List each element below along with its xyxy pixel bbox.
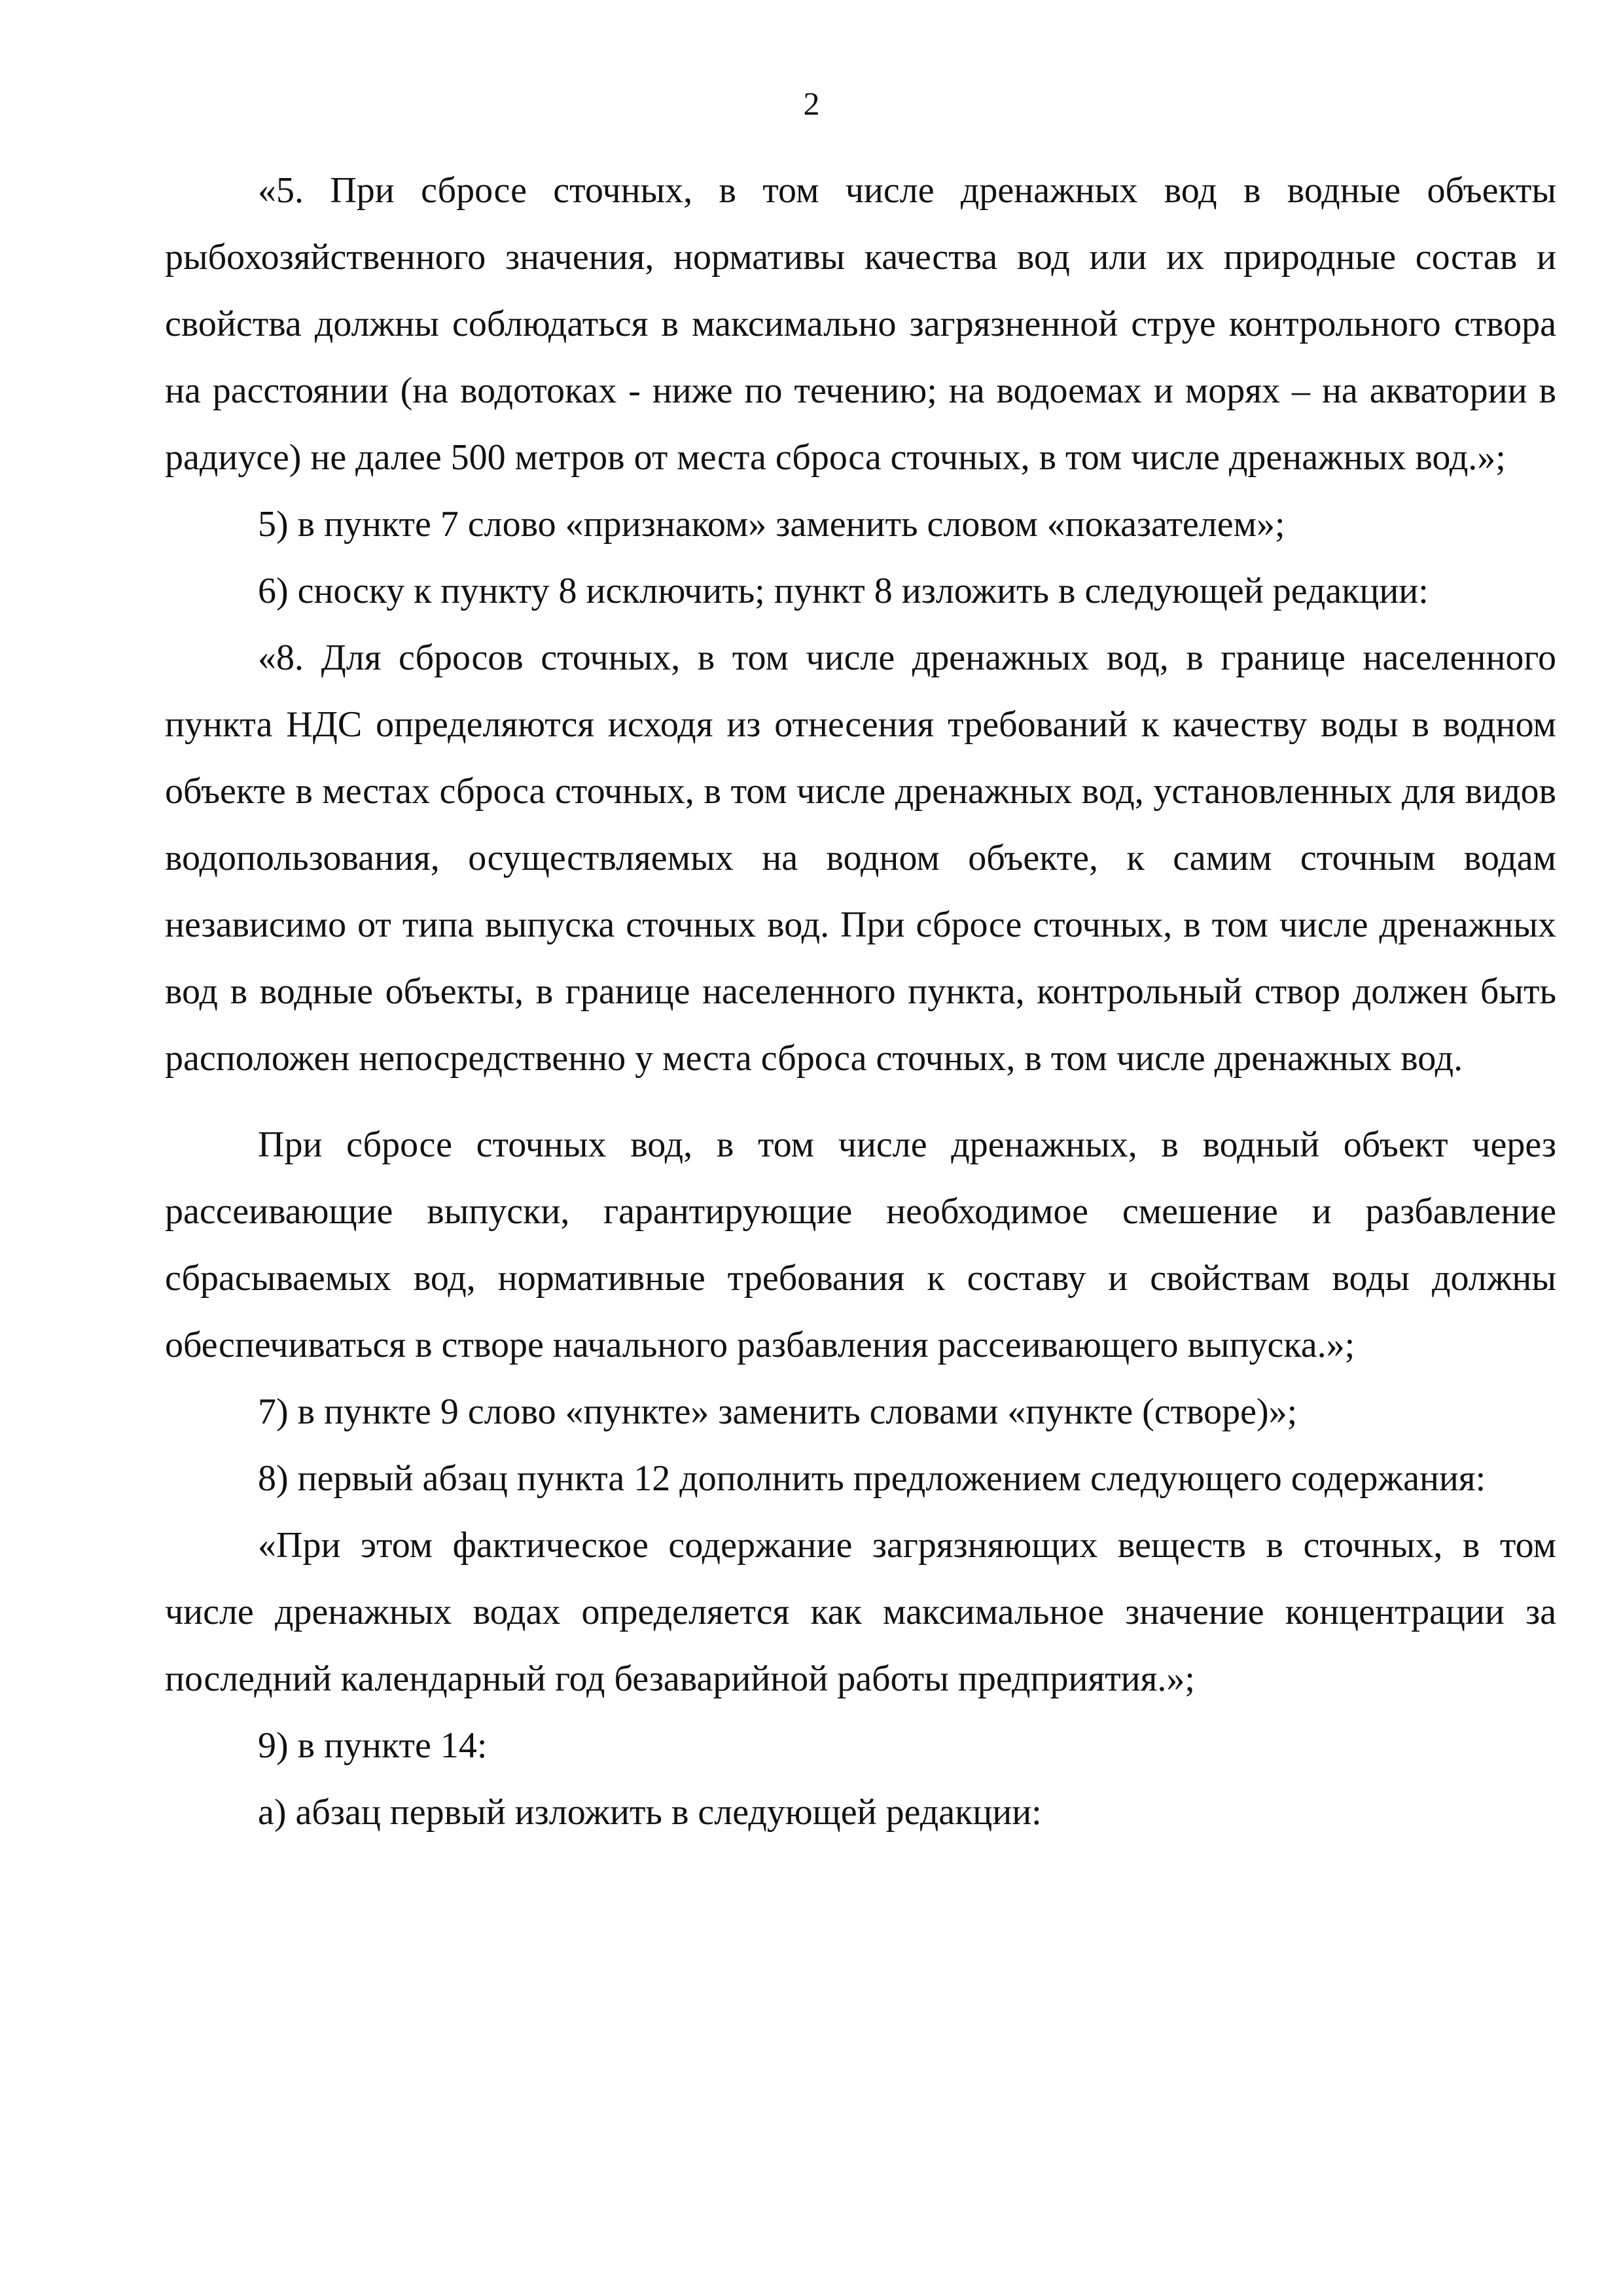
- paragraph-subitem-8: 8) первый абзац пункта 12 дополнить предложением следующего содержания:: [258, 1458, 1486, 1499]
- paragraph-dispersing-outlets: При сбросе сточных вод, в том числе дренажных, в водный объект через рассеивающие выпуски, гарантирующие необходимое смешение и разбавление сбрасываемых вод, нормативные требования к составу и свойствам воды должны обеспечиваться в створе начального разбавления рассеивающего выпуска.»;: [165, 1124, 1556, 1365]
- paragraph-item-8-quote: «8. Для сбросов сточных, в том числе дренажных вод, в границе населенного пункта НДС определяются исходя из отнесения требований к качеству воды в водном объекте в местах сброса сточных, в том числе дренажных вод, установленных для видов водопользования, осуществляемых на водном объекте, к самим сточным водам независимо от типа выпуска сточных вод. При сбросе сточных, в том числе дренажных вод в водные объекты, в границе населенного пункта, контрольный створ должен быть расположен непосредственно у места сброса сточных, в том числе дренажных вод.: [165, 637, 1556, 1079]
- paragraph-subitem-6: 6) сноску к пункту 8 исключить; пункт 8 изложить в следующей редакции:: [258, 571, 1429, 611]
- paragraph-subitem-5: 5) в пункте 7 слово «признаком» заменить словом «показателем»;: [258, 504, 1285, 545]
- paragraph-item-5-quote: «5. При сбросе сточных, в том числе дренажных вод в водные объекты рыбохозяйственного значения, нормативы качества вод или их природные состав и свойства должны соблюдаться в максимально загрязненной струе контрольного створа на расстоянии (на водотоках - ниже по течению; на водоемах и морях – на акватории в радиусе) не далее 500 метров от места сброса сточных, в том числе дренажных вод.»;: [165, 170, 1556, 478]
- paragraph-item-12-quote: «При этом фактическое содержание загрязняющих веществ в сточных, в том числе дренажных водах определяется как максимальное значение концентрации за последний календарный год безаварийной работы предприятия.»;: [165, 1525, 1556, 1699]
- page-number: 2: [803, 85, 820, 122]
- paragraph-subitem-7: 7) в пункте 9 слово «пункте» заменить словами «пункте (створе)»;: [258, 1391, 1298, 1432]
- paragraph-subitem-a: а) абзац первый изложить в следующей редакции:: [258, 1792, 1042, 1833]
- document-body: [165, 157, 1556, 1846]
- paragraph-subitem-9: 9) в пункте 14:: [258, 1725, 488, 1766]
